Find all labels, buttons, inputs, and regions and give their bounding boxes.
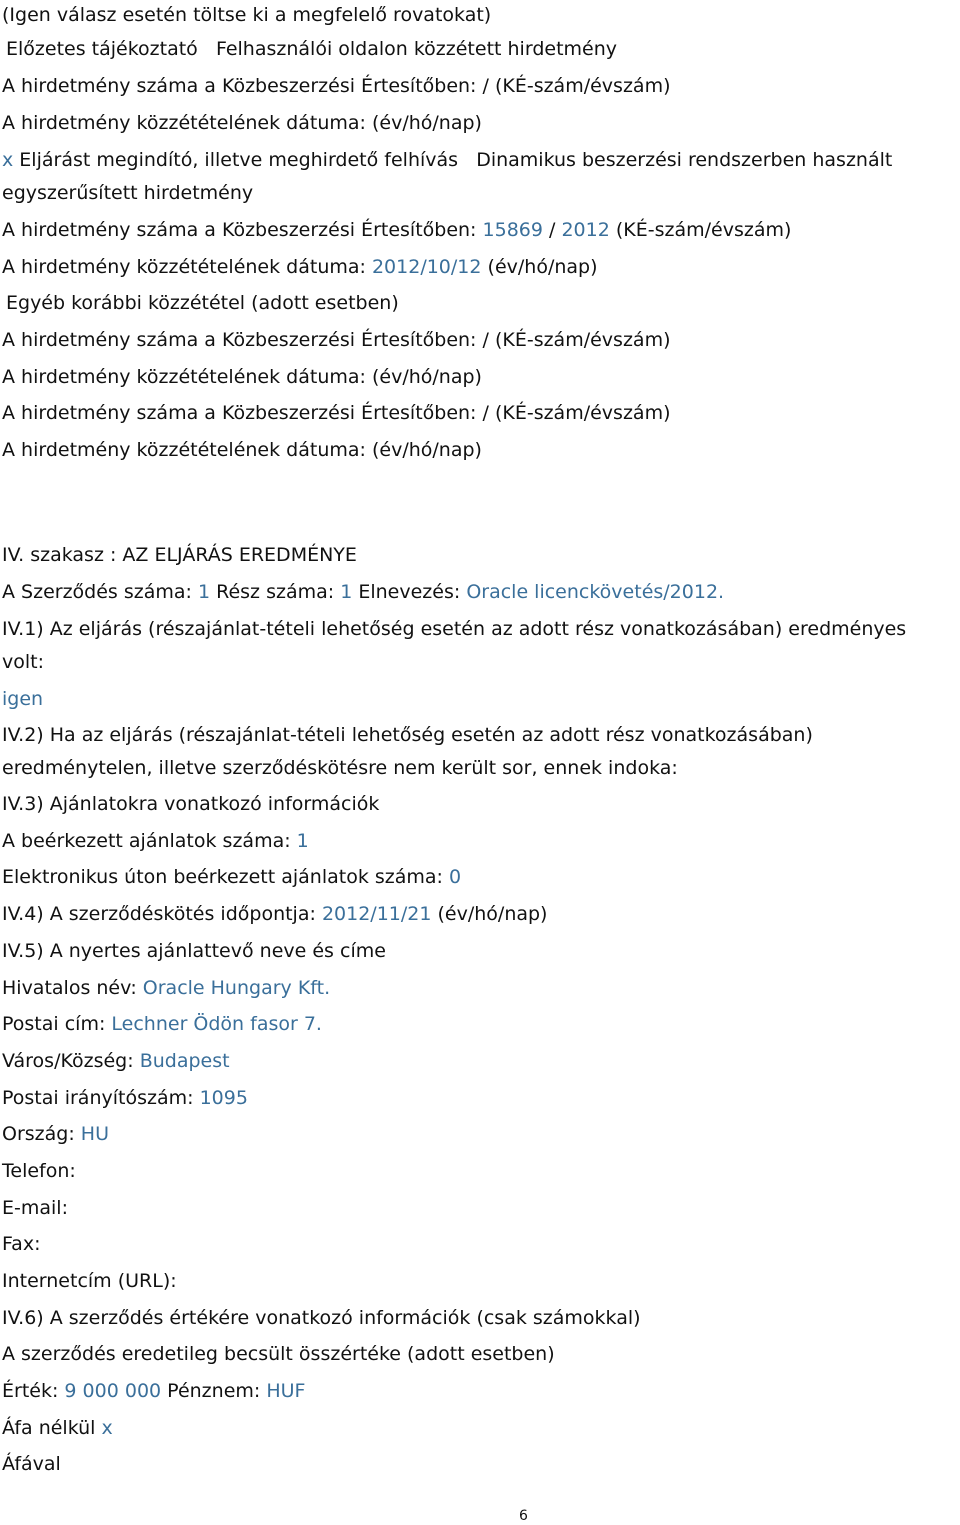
vat-incl-line: Áfával (2, 1453, 61, 1475)
postcode: 1095 (199, 1087, 248, 1109)
official-name-line: Hivatalos név: Oracle Hungary Kft. (2, 977, 331, 999)
iv1-answer: igen (2, 688, 44, 710)
prior-options-line (6, 37, 617, 61)
ke-year: 2012 (561, 219, 610, 241)
postal-address: Lechner Ödön fasor 7. (111, 1013, 322, 1035)
vat-excl-line: Áfa nélkül x (2, 1417, 113, 1439)
notice-date-line-2: A hirdetmény közzétételének dátuma: (év/hó/nap) (2, 366, 482, 388)
opt-prior-info: Előzetes tájékoztató (6, 38, 198, 60)
contract-notice-mark: x (2, 149, 14, 171)
contract-notice-line: x Eljárást megindító, illetve meghirdető felhívás Dinamikus beszerzési rendszerben használt (2, 149, 893, 171)
contract-date: 2012/11/21 (321, 903, 432, 925)
contract-name: Oracle licenckövetés/2012. (466, 581, 725, 603)
publication-date: 2012/10/12 (371, 256, 482, 278)
email-line: E-mail: (2, 1197, 68, 1219)
official-name: Oracle Hungary Kft. (142, 977, 331, 999)
url-line: Internetcím (URL): (2, 1270, 177, 1292)
value-line: Érték: 9 000 000 Pénznem: HUF (2, 1380, 306, 1402)
e-offers-count-line: Elektronikus úton beérkezett ajánlatok száma: 0 (2, 866, 462, 888)
iv1-question-cont: volt: (2, 651, 44, 673)
opt-buyer-profile: Felhasználói oldalon közzétett hirdetmény (215, 38, 617, 60)
estimated-value-line: A szerződés eredetileg becsült összértéke (adott esetben) (2, 1343, 555, 1365)
notice-date-line-3: A hirdetmény közzétételének dátuma: (év/hó/nap) (2, 439, 482, 461)
contract-info-line: A Szerződés száma: 1 Rész száma: 1 Elnevezés: Oracle licenckövetés/2012. (2, 581, 725, 603)
iv4-line: IV.4) A szerződéskötés időpontja: 2012/11/21 (év/hó/nap) (2, 903, 548, 925)
iv6-title: IV.6) A szerződés értékére vonatkozó információk (csak számokkal) (2, 1307, 641, 1329)
publication-date-line: A hirdetmény közzétételének dátuma: 2012/10/12 (év/hó/nap) (2, 256, 598, 278)
notice-number-line-2: A hirdetmény száma a Közbeszerzési Értesítőben: / (KÉ-szám/évszám) (2, 329, 671, 351)
city-line: Város/Község: Budapest (2, 1050, 230, 1072)
fax-line: Fax: (2, 1233, 41, 1255)
country: HU (80, 1123, 109, 1145)
ke-number-line: A hirdetmény száma a Közbeszerzési Értesítőben: 15869 / 2012 (KÉ-szám/évszám) (2, 219, 792, 241)
country-line: Ország: HU (2, 1123, 109, 1145)
city: Budapest (139, 1050, 230, 1072)
iv2-question: IV.2) Ha az eljárás (részajánlat-tételi lehetőség esetén az adott rész vonatkozásában) (2, 724, 813, 746)
contract-number: 1 (197, 581, 211, 603)
prior-publication-intro: (Igen válasz esetén töltse ki a megfelelő rovatokat) (2, 4, 492, 26)
contract-value: 9 000 000 (64, 1380, 162, 1402)
iv3-title: IV.3) Ajánlatokra vonatkozó információk (2, 793, 380, 815)
page-number: 6 (519, 1508, 528, 1524)
notice-number-line-3: A hirdetmény száma a Közbeszerzési Értesítőben: / (KÉ-szám/évszám) (2, 402, 671, 424)
offers-count-line: A beérkezett ajánlatok száma: 1 (2, 830, 309, 852)
section-iv-heading: IV. szakasz : AZ ELJÁRÁS EREDMÉNYE (2, 544, 357, 566)
iv1-question: IV.1) Az eljárás (részajánlat-tételi lehetőség esetén az adott rész vonatkozásában) eredményes (2, 618, 907, 640)
notice-number-line: A hirdetmény száma a Közbeszerzési Értesítőben: / (KÉ-szám/évszám) (2, 75, 671, 97)
notice-date-line: A hirdetmény közzétételének dátuma: (év/hó/nap) (2, 112, 482, 134)
other-prior-line: Egyéb korábbi közzététel (adott esetben) (6, 292, 399, 314)
vat-excl-mark: x (101, 1417, 113, 1439)
currency: HUF (266, 1380, 306, 1402)
e-offers-count: 0 (449, 866, 462, 888)
postcode-line: Postai irányítószám: 1095 (2, 1087, 248, 1109)
iv2-question-cont: eredménytelen, illetve szerződéskötésre nem került sor, ennek indoka: (2, 757, 678, 779)
ke-number: 15869 (482, 219, 543, 241)
iv5-title: IV.5) A nyertes ajánlattevő neve és címe (2, 940, 386, 962)
phone-line: Telefon: (2, 1160, 76, 1182)
lot-number: 1 (340, 581, 353, 603)
postal-address-line: Postai cím: Lechner Ödön fasor 7. (2, 1013, 322, 1035)
dps-line-cont: egyszerűsített hirdetmény (2, 182, 254, 204)
offers-count: 1 (296, 830, 309, 852)
